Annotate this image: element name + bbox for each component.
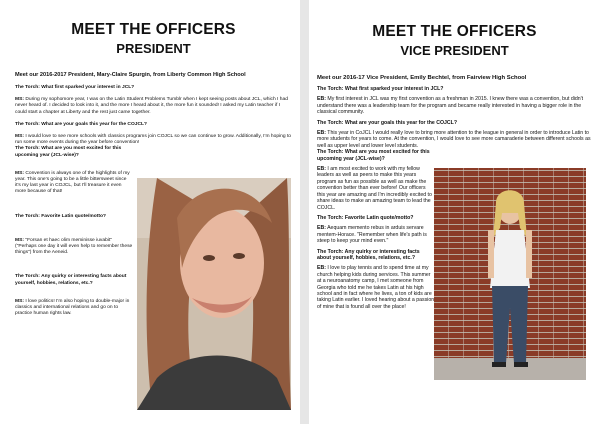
answer-lead: MS: (15, 97, 24, 103)
answer-2 (317, 130, 592, 149)
answer-lead: EB: (317, 166, 326, 173)
vice-president-photo (434, 168, 586, 380)
question-1: The Torch: What first sparked your interest in JCL? (15, 85, 135, 90)
answer-5 (317, 265, 435, 310)
page-divider (300, 0, 309, 424)
answer-5 (15, 299, 133, 318)
page-title: MEET THE OFFICERS (71, 21, 236, 38)
answer-text: During my sophomore year, I was on the Latin Student Problems Tumblr when I kept seeing posts about JCL, which I had never heard of. I decided to look into it, and the more I heard about it, the more fun it sounded! I asked my Latin teacher if I could start a chapter at Liberty and the rest just came together. (15, 97, 288, 115)
question-4: The Torch: Favorite Latin quote/motto? (317, 214, 414, 221)
answer-text: I would love to see more schools with classics programs join COJCL so we can continue to grow. Additionally, I'm hoping to run some more events during the year before convention! (15, 134, 292, 146)
answer-3 (15, 171, 133, 196)
officer-intro: Meet our 2016-17 Vice President, Emily Bechtel, from Fairview High School (317, 75, 527, 81)
answer-3 (317, 166, 435, 211)
answer-lead: MS: (15, 134, 24, 140)
question-5: The Torch: Any quirky or interesting facts about yourself, hobbies, relations, etc.? (317, 248, 420, 261)
answer-lead: EB: (317, 96, 326, 103)
answer-text: I love to play tennis and to spend time at my church helping kids during services. This summer at a neuroanatomy camp, I met someone from Georgia who told me he takes Latin at his high school and in fact where he lives, a ton of kids are taking Latin earlier. I loved hearing about a passion of mine that is found all over the place! (317, 265, 435, 310)
question-5: The Torch: Any quirky or interesting facts about yourself, hobbies, relations, etc.? (15, 274, 127, 286)
answer-text: "Forsan et haec olim meminisse iuvabit" ("Perhaps one day it will even help to remember these things") from the Aeneid. (15, 237, 133, 256)
answer-text: Aequam memento rebus in arduis servare mentem-Horace. "Remember when life's path is steep to keep your mind even." (317, 225, 427, 245)
question-4: The Torch: Favorite Latin quote/motto? (15, 213, 106, 219)
answer-text: Convention is always one of the highlights of my year. This one's going to be a little bittersweet since it's my last year in COJCL, but I'll treasure it even more because of that! (15, 170, 130, 195)
answer-4 (15, 238, 133, 257)
answer-1 (15, 97, 292, 116)
page-title: MEET THE OFFICERS (372, 23, 537, 40)
answer-text: My first interest in JCL was my first convention as a freshman in 2015. I knew there was a convention, but didn't understand there was a leadership team for the program and became really interested in having a bigger role in the classical community. (317, 96, 584, 116)
question-2: The Torch: What are your goals this year for the COJCL? (15, 121, 147, 127)
question-3: The Torch: What are you most excited for this upcoming year (JCL-wise)? (15, 146, 122, 158)
president-photo (137, 178, 291, 410)
left-text-column (15, 146, 133, 317)
answer-text: This year in CoJCL I would really love to bring more attention to the league in general in order to introduce Latin to more students for years to come. At the convention, I would love to see more camaraderie between different schools as well as upper level and lower level students. (317, 130, 591, 149)
answer-text: I am most excited to work with my fellow leaders as well as peers to make this years program as fun as possible as well as make the convention better than ever before! Our officers this year are amazing and I'm incredibly excited to share ideas to make an amazing team to lead the COJCL. (317, 166, 432, 211)
answer-lead: MS: (15, 298, 24, 304)
page-subtitle: PRESIDENT (116, 41, 191, 56)
answer-lead: EB: (317, 225, 326, 232)
question-2: The Torch: What are your goals this year for the COJCL? (317, 119, 457, 126)
answer-lead: EB: (317, 130, 326, 137)
page-subtitle: VICE PRESIDENT (400, 43, 509, 58)
answer-lead: MS: (15, 237, 24, 243)
officer-intro: Meet our 2016-2017 President, Mary-Claire Spurgin, from Liberty Common High School (15, 72, 246, 78)
vice-president-photo-art (434, 168, 586, 380)
question-1: The Torch: What first sparked your interest in JCL? (317, 86, 444, 92)
president-photo-art (137, 178, 291, 410)
answer-lead: MS: (15, 170, 24, 176)
answer-lead: EB: (317, 265, 326, 272)
answer-2 (15, 134, 292, 146)
right-text-column (317, 149, 435, 310)
answer-text: I love politics! I'm also hoping to double-major in classics and international relations and go on to practice human rights law. (15, 298, 130, 317)
question-3: The Torch: What are you most excited for this upcoming year (JCL-wise)? (317, 149, 430, 162)
answer-1 (317, 96, 592, 115)
answer-4 (317, 225, 435, 244)
